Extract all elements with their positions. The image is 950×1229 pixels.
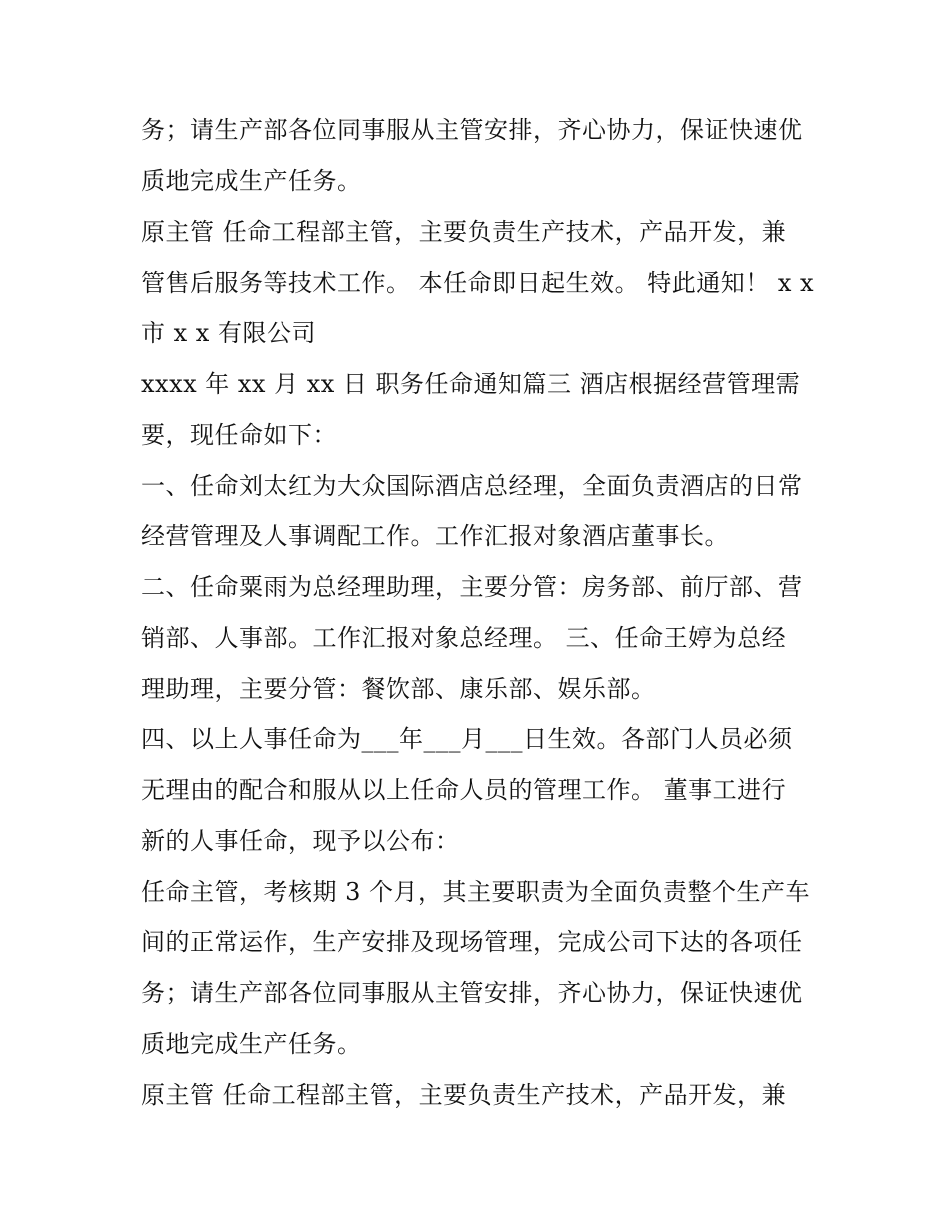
- text-line: 原主管 任命工程部主管，主要负责生产技术，产品开发，兼: [141, 1081, 787, 1109]
- text-line: 经营管理及人事调配工作。工作汇报对象酒店董事长。: [141, 522, 729, 550]
- text-line: 任命主管，考核期 3 个月，其主要职责为全面负责整个生产车: [141, 878, 811, 906]
- text-line: 务；请生产部各位同事服从主管安排，齐心协力，保证快速优: [141, 116, 803, 144]
- text-line: 四、以上人事任命为___年___月___日生效。各部门人员必须: [141, 725, 793, 753]
- text-line: 质地完成生产任务。: [141, 1030, 362, 1058]
- text-line: 销部、人事部。工作汇报对象总经理。 三、任命王婷为总经: [141, 624, 787, 652]
- text-line: 管售后服务等技术工作。 本任命即日起生效。 特此通知！ x x: [141, 269, 815, 297]
- text-line: 原主管 任命工程部主管，主要负责生产技术，产品开发，兼: [141, 218, 787, 246]
- text-line: 二、任命粟雨为总经理助理，主要分管：房务部、前厅部、营: [141, 573, 803, 601]
- text-line: 新的人事任命，现予以公布：: [141, 827, 460, 855]
- text-line: 务；请生产部各位同事服从主管安排，齐心协力，保证快速优: [141, 979, 803, 1007]
- text-line: 要，现任命如下：: [141, 421, 337, 449]
- text-line: 无理由的配合和服从以上任命人员的管理工作。 董事工进行: [141, 776, 787, 804]
- text-line: 理助理，主要分管：餐饮部、康乐部、娱乐部。: [141, 675, 656, 703]
- text-line: 质地完成生产任务。: [141, 167, 362, 195]
- text-line: 市 x x 有限公司: [141, 319, 316, 347]
- text-line: 一、任命刘太红为大众国际酒店总经理，全面负责酒店的日常: [141, 472, 803, 500]
- text-line: xxxx 年 xx 月 xx 日 职务任命通知篇三 酒店根据经营管理需: [141, 370, 801, 398]
- text-line: 间的正常运作，生产安排及现场管理，完成公司下达的各项任: [141, 928, 803, 956]
